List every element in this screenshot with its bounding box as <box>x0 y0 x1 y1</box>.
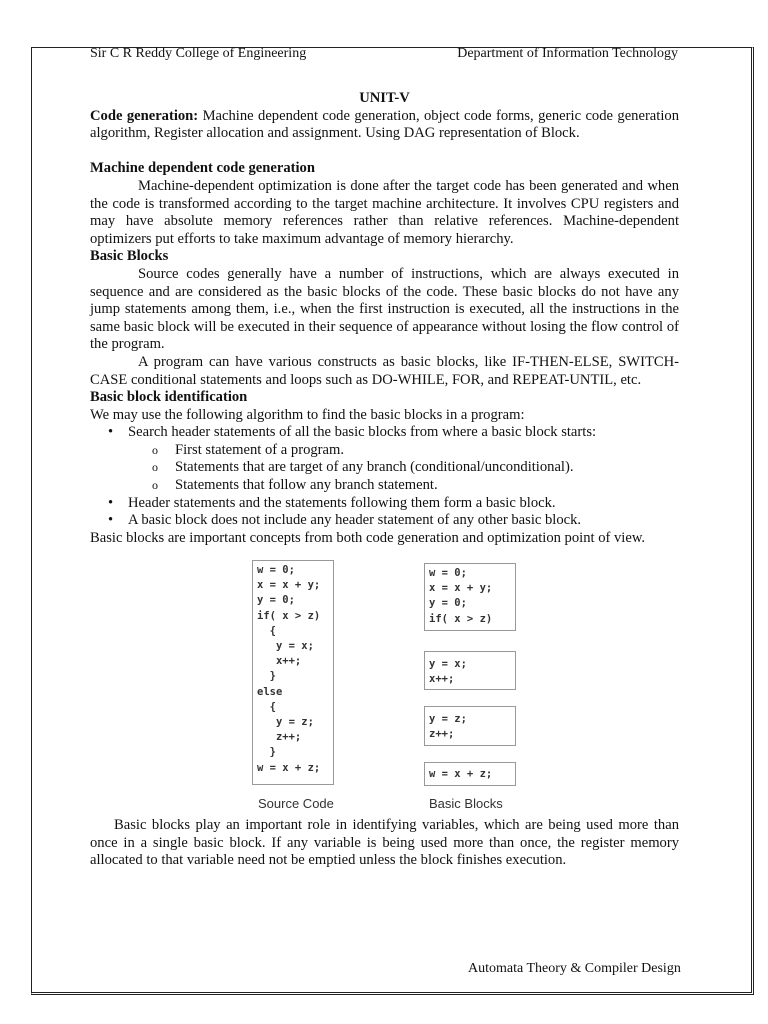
body-text <box>90 90 679 547</box>
header-college: Sir C R Reddy College of Engineering <box>90 46 307 61</box>
caption-source-code: Source Code <box>258 796 334 811</box>
header-department: Department of Information Technology <box>457 46 678 61</box>
para-basic-blocks-2: A program can have various constructs as basic blocks, like IF-THEN-ELSE, SWITCH-CASE conditional statements and loops such as DO-WHILE, FOR, and REPEAT-UNTIL, etc. <box>90 353 679 388</box>
heading-basic-blocks: Basic Blocks <box>90 248 169 265</box>
basic-block-2: y = x; x++; <box>424 651 516 690</box>
heading-identification: Basic block identification <box>90 389 248 406</box>
list-item: o Statements that follow any branch statement. <box>90 477 679 495</box>
list-item: o Statements that are target of any branch (conditional/unconditional). <box>90 459 679 477</box>
para-basic-blocks-1: Source codes generally have a number of instructions, which are always executed in sequence and are considered as the basic blocks of the code. These basic blocks do not have any jump statements among them, i.e., when the first instruction is executed, all the instructions in the same basic block will be executed in their sequence of appearance without losing the flow control of the program. <box>90 265 679 353</box>
para-identification: We may use the following algorithm to find the basic blocks in a program: <box>90 406 525 423</box>
list-item: o First statement of a program. <box>90 442 679 460</box>
footer-course: Automata Theory & Compiler Design <box>468 961 681 976</box>
source-code-box: w = 0; x = x + y; y = 0; if( x > z) { y = x; x++; } else { y = z; z++; } w = x + z; <box>252 560 334 785</box>
basic-block-1: w = 0; x = x + y; y = 0; if( x > z) <box>424 563 516 631</box>
para-machine-dependent: Machine-dependent optimization is done after the target code has been generated and when the code is transformed according to the target machine architecture. It involves CPU registers and may have absolute memory references rather than relative references. Machine-dependent optimizers put efforts to take maximum advantage of memory hierarchy. <box>90 177 679 247</box>
caption-basic-blocks: Basic Blocks <box>429 796 503 811</box>
algorithm-list <box>90 424 679 530</box>
para-after-list: Basic blocks are important concepts from both code generation and optimization point of view. <box>90 529 646 546</box>
list-item: • A basic block does not include any header statement of any other basic block. <box>90 512 679 530</box>
intro-paragraph <box>90 108 679 143</box>
unit-title: UNIT-V <box>359 90 410 106</box>
heading-machine-dependent: Machine dependent code generation <box>90 160 315 177</box>
basic-block-4: w = x + z; <box>424 762 516 786</box>
intro-label: Code generation: <box>90 107 199 124</box>
basic-block-3: y = z; z++; <box>424 706 516 746</box>
list-item: • Header statements and the statements following them form a basic block. <box>90 495 679 513</box>
list-item: • Search header statements of all the basic blocks from where a basic block starts: <box>90 424 679 442</box>
intro-text: Machine dependent code generation, object code forms, generic code generation algorithm, Register allocation and assignment. Using DAG representation of Block. <box>90 107 679 142</box>
final-paragraph: Basic blocks play an important role in identifying variables, which are being used more than once in a single basic block. If any variable is being used more than once, the register memory allocated to that variable need not be emptied unless the block finishes execution. <box>90 817 679 869</box>
